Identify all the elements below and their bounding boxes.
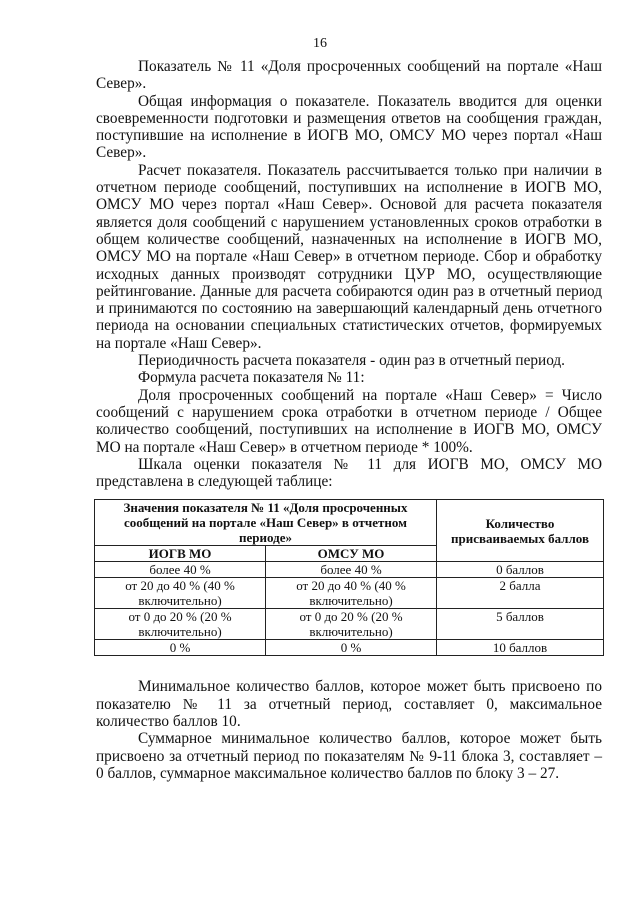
table-row: [95, 609, 604, 640]
calculation-paragraph: Расчет показателя. Показатель рассчитывается только при наличии в отчетном периоде сообщений, поступивших на исполнение в ИОГВ МО, ОМСУ МО через портал «Наш Север». Основой для расчета показателя является доля сообщений с нарушением установленных сроков отработки в общем количестве сообщений, назначенных на исполнение в ИОГВ МО, ОМСУ МО на портале «Наш Север» в отчетном периоде. Сбор и обработку исходных данных производят сотрудники ЦУР МО, осуществляющие рейтингование. Данные для расчета собираются один раз в отчетный период и принимаются по состоянию на завершающий календарный день отчетного периода на основании специальных статистических отчетов, формируемых на портале «Наш Север».: [96, 161, 602, 352]
table-header-row: [95, 500, 604, 546]
scale-table: [94, 499, 604, 656]
formula-heading: Формула расчета показателя № 11:: [138, 369, 365, 387]
cell-omsu: 0 %: [266, 640, 437, 656]
table-row: [95, 578, 604, 609]
spacer: [96, 656, 602, 678]
cell-iogv: от 20 до 40 % (40 % включительно): [95, 578, 266, 609]
cell-iogv: более 40 %: [95, 562, 266, 578]
cell-omsu: от 0 до 20 % (20 % включительно): [266, 609, 437, 640]
summary-paragraph: Суммарное минимальное количество баллов, которое может быть присвоено за отчетный период по показателям № 9-11 блока 3, составляет – 0 баллов, суммарное максимальное количество баллов по блоку 3 – 27.: [96, 730, 602, 782]
document-body: [96, 58, 602, 782]
cell-omsu: более 40 %: [266, 562, 437, 578]
cell-omsu: от 20 до 40 % (40 % включительно): [266, 578, 437, 609]
cell-iogv: от 0 до 20 % (20 % включительно): [95, 609, 266, 640]
scale-intro-paragraph: Шкала оценки показателя № 11 для ИОГВ МО, ОМСУ МО представлена в следующей таблице:: [96, 455, 602, 491]
cell-score: 0 баллов: [437, 562, 604, 578]
table-header-iogv: ИОГВ МО: [95, 546, 266, 562]
table-row: [95, 562, 604, 578]
table-header-omsu: ОМСУ МО: [266, 546, 437, 562]
cell-score: 2 балла: [437, 578, 604, 609]
cell-iogv: 0 %: [95, 640, 266, 656]
page-number: 16: [313, 36, 327, 51]
table-header-indicator: Значения показателя № 11 «Доля просроченных сообщений на портале «Наш Север» в отчетном периоде»: [95, 500, 437, 546]
periodicity-paragraph: Периодичность расчета показателя - один раз в отчетный период.: [138, 352, 566, 370]
cell-score: 10 баллов: [437, 640, 604, 656]
table-header-score: Количество присваиваемых баллов: [437, 500, 604, 562]
table-row: [95, 640, 604, 656]
general-info-paragraph: Общая информация о показателе. Показатель вводится для оценки своевременности подготовки и размещения ответов на сообщения граждан, поступившие на исполнение в ИОГВ МО, ОМСУ МО через портал «Наш Север».: [96, 92, 602, 162]
indicator-title: Показатель № 11 «Доля просроченных сообщений на портале «Наш Север».: [96, 58, 602, 93]
min-max-paragraph: Минимальное количество баллов, которое может быть присвоено по показателю № 11 за отчетный период, составляет 0, максимальное количество баллов 10.: [96, 678, 602, 731]
cell-score: 5 баллов: [437, 609, 604, 640]
scale-table-wrapper: [94, 499, 602, 656]
formula-paragraph: Доля просроченных сообщений на портале «Наш Север» = Число сообщений с нарушением срока отработки в отчетном периоде / Общее количество сообщений, поступивших на исполнение в ИОГВ МО, ОМСУ МО на портале «Наш Север» в отчетном периоде * 100%.: [96, 386, 602, 456]
